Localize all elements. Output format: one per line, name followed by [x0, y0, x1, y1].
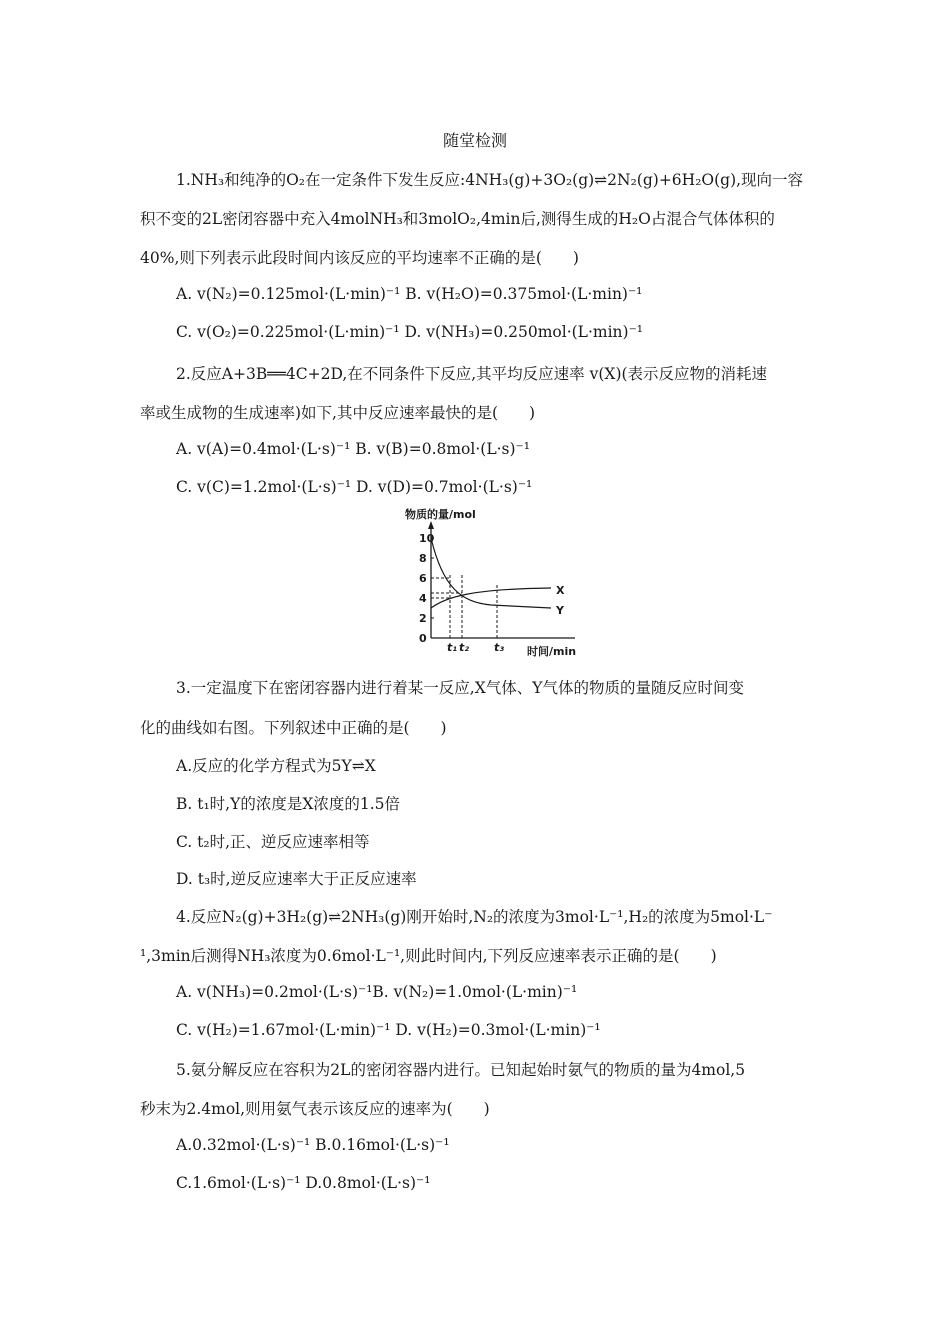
q2-line1: 2.反应A+3B══4C+2D,在不同条件下反应,其平均反应速率 v(X)(表示反应物的消耗速 — [176, 365, 768, 383]
y-axis-arrow — [428, 521, 434, 529]
series-y-label: Y — [556, 604, 564, 617]
q4-options-ab: A. v(NH₃)=0.2mol·(L·s)⁻¹B. v(N₂)=1.0mol·(L·min)⁻¹ — [176, 983, 578, 1001]
q2-options-ab: A. v(A)=0.4mol·(L·s)⁻¹ B. v(B)=0.8mol·(L·s)⁻¹ — [176, 440, 530, 458]
graph-x-label: 时间/min — [527, 645, 577, 657]
q3-option-c: C. t₂时,正、逆反应速率相等 — [176, 833, 370, 851]
q1-options-ab: A. v(N₂)=0.125mol·(L·min)⁻¹ B. v(H₂O)=0.375mol·(L·min)⁻¹ — [176, 285, 643, 303]
y-tick-label: 0 — [419, 632, 427, 645]
y-tick-label: 2 — [419, 612, 427, 625]
q1-options-cd: C. v(O₂)=0.225mol·(L·min)⁻¹ D. v(NH₃)=0.250mol·(L·min)⁻¹ — [176, 323, 643, 341]
q4-line1: 4.反应N₂(g)+3H₂(g)⇌2NH₃(g)刚开始时,N₂的浓度为3mol·L⁻¹,H₂的浓度为5mol·L⁻ — [176, 908, 773, 926]
q1-line3: 40%,则下列表示此段时间内该反应的平均速率不正确的是( ) — [140, 249, 579, 267]
q2-options-cd: C. v(C)=1.2mol·(L·s)⁻¹ D. v(D)=0.7mol·(L·s)⁻¹ — [176, 478, 533, 496]
q3-option-a: A.反应的化学方程式为5Y⇌X — [176, 757, 376, 775]
x-tick-label: t₁ — [447, 641, 458, 654]
q5-options-ab: A.0.32mol·(L·s)⁻¹ B.0.16mol·(L·s)⁻¹ — [176, 1136, 450, 1154]
amount-time-graph — [395, 505, 585, 657]
series-x-label: X — [556, 584, 565, 597]
y-tick-label: 4 — [419, 592, 427, 605]
q2-line2: 率或生成物的生成速率)如下,其中反应速率最快的是( ) — [140, 404, 536, 422]
q4-options-cd: C. v(H₂)=1.67mol·(L·min)⁻¹ D. v(H₂)=0.3mol·(L·min)⁻¹ — [176, 1021, 601, 1039]
y-tick-label: 6 — [419, 572, 427, 585]
q3-line2: 化的曲线如右图。下列叙述中正确的是( ) — [140, 719, 447, 737]
graph-y-label: 物质的量/mol — [405, 508, 476, 521]
y-tick-label: 8 — [419, 552, 427, 565]
q4-line2: ¹,3min后测得NH₃浓度为0.6mol·L⁻¹,则此时间内,下列反应速率表示正确的是( ) — [140, 947, 717, 965]
y-tick-label: 10 — [419, 532, 435, 545]
q1-line1: 1.NH₃和纯净的O₂在一定条件下发生反应:4NH₃(g)+3O₂(g)⇌2N₂(g)+6H₂O(g),现向一容 — [176, 171, 804, 189]
q5-options-cd: C.1.6mol·(L·s)⁻¹ D.0.8mol·(L·s)⁻¹ — [176, 1174, 431, 1192]
q3-option-d: D. t₃时,逆反应速率大于正反应速率 — [176, 870, 417, 888]
q1-line2: 积不变的2L密闭容器中充入4molNH₃和3molO₂,4min后,测得生成的H₂O占混合气体体积的 — [140, 210, 775, 228]
page-title: 随堂检测 — [442, 131, 507, 150]
q3-option-b: B. t₁时,Y的浓度是X浓度的1.5倍 — [176, 795, 401, 813]
q5-line1: 5.氨分解反应在容积为2L的密闭容器内进行。已知起始时氨气的物质的量为4mol,5 — [176, 1061, 746, 1079]
q5-line2: 秒末为2.4mol,则用氨气表示该反应的速率为( ) — [140, 1100, 490, 1118]
q3-line1: 3.一定温度下在密闭容器内进行着某一反应,X气体、Y气体的物质的量随反应时间变 — [176, 679, 744, 697]
x-tick-label: t₂ — [459, 641, 470, 654]
x-tick-label: t₃ — [494, 641, 505, 654]
